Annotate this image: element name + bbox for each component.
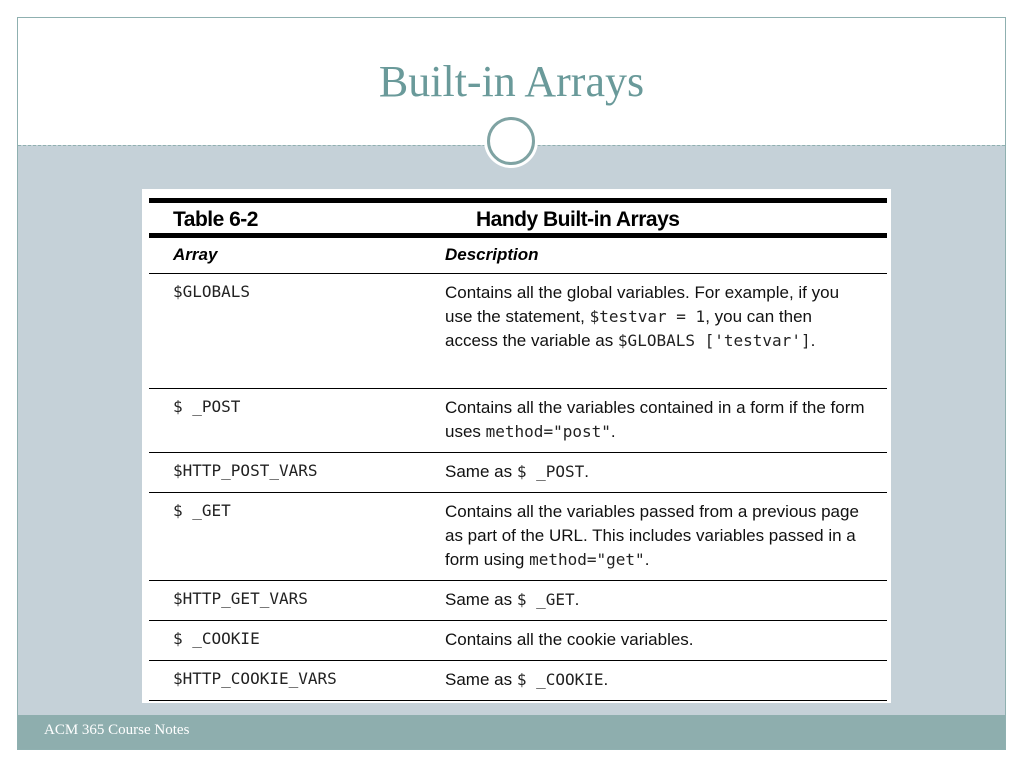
description-text: Contains all the variables passed from a previous page as part of the URL. This includes variables passed in a form using	[445, 502, 859, 569]
array-description	[445, 588, 865, 612]
slide	[17, 17, 1006, 750]
description-text: .	[603, 670, 609, 689]
array-description	[445, 281, 865, 353]
code-snippet: $ _POST	[516, 462, 585, 481]
slide-title: Built-in Arrays	[378, 57, 645, 106]
array-description	[445, 396, 865, 444]
code-snippet: method="get"	[529, 550, 645, 569]
table-number: Table 6-2	[173, 208, 258, 231]
description-text: .	[610, 422, 616, 441]
table-row	[149, 453, 887, 493]
array-name: $HTTP_POST_VARS	[173, 461, 318, 480]
table-row	[149, 493, 887, 581]
array-description	[445, 500, 865, 572]
table-row	[149, 621, 887, 661]
title-divider-circle-icon	[484, 114, 538, 168]
table-row	[149, 274, 887, 389]
code-snippet: $testvar = 1	[589, 307, 706, 326]
description-text: Contains all the variables contained in a form if the form uses	[445, 398, 865, 441]
array-name: $GLOBALS	[173, 282, 251, 301]
table-figure	[142, 189, 891, 703]
description-text: .	[810, 331, 816, 350]
code-snippet: $ _GET	[516, 590, 575, 609]
array-name: $ _COOKIE	[173, 629, 260, 648]
footer-text: ACM 365 Course Notes	[44, 722, 190, 738]
array-name: $ _GET	[173, 501, 231, 520]
description-text: Same as	[445, 462, 517, 481]
description-text: .	[584, 462, 589, 481]
array-name: $HTTP_COOKIE_VARS	[173, 669, 337, 688]
array-name: $HTTP_GET_VARS	[173, 589, 308, 608]
description-text: .	[644, 550, 650, 569]
code-snippet: $GLOBALS ['testvar']	[617, 331, 811, 350]
array-description	[445, 460, 865, 484]
array-description	[445, 668, 865, 692]
description-text: Same as	[445, 590, 517, 609]
column-header-description: Description	[445, 245, 539, 264]
array-name: $ _POST	[173, 397, 241, 416]
column-headers	[149, 238, 887, 274]
table-row	[149, 661, 887, 701]
divider-ring	[487, 117, 535, 165]
description-text: Same as	[445, 670, 517, 689]
code-snippet: $ _COOKIE	[516, 670, 604, 689]
footer-bar	[18, 715, 1005, 749]
code-snippet: method="post"	[485, 422, 611, 441]
table-header-bar	[149, 198, 887, 238]
description-text: , you can then access the variable as	[445, 307, 812, 350]
description-text: Contains all the global variables. For example, if you use the statement,	[445, 283, 840, 326]
table-row	[149, 581, 887, 621]
array-description	[445, 628, 865, 652]
description-text: .	[574, 590, 580, 609]
description-text: Contains all the cookie variables.	[445, 630, 694, 649]
table-row	[149, 389, 887, 453]
table-caption: Handy Built-in Arrays	[476, 208, 680, 231]
column-header-array: Array	[173, 245, 218, 264]
